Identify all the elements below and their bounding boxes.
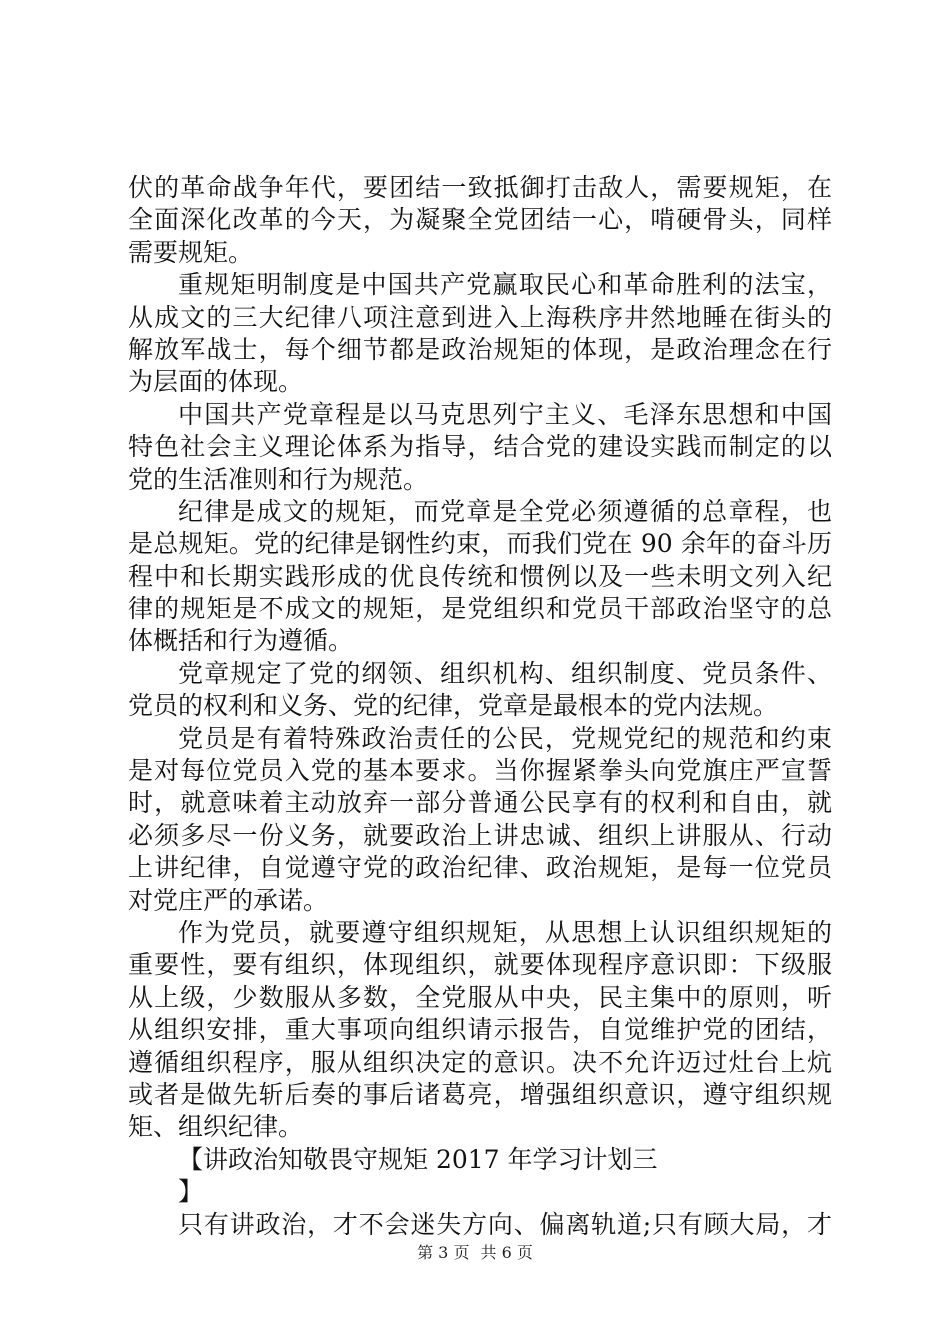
text-line: 纪律是成文的规矩，而党章是全党必须遵循的总章程，也: [178, 496, 832, 526]
text-line: 时，就意味着主动放弃一部分普通公民享有的权利和自由，就: [128, 788, 832, 818]
document-body: [128, 172, 832, 1241]
text-line: 需要规矩。: [128, 237, 254, 267]
text-line: 中国共产党章程是以马克思列宁主义、毛泽东思想和中国: [178, 399, 832, 429]
text-line: 上讲纪律，自觉遵守党的政治纪律、政治规矩，是每一位党员: [128, 853, 832, 883]
text-line: 党的生活准则和行为规范。: [128, 464, 429, 494]
text-line: 伏的革命战争年代，要团结一致抵御打击敌人，需要规矩，在: [128, 173, 832, 202]
text-line: 作为党员，就要遵守组织规矩，从思想上认识组织规矩的: [178, 917, 832, 947]
text-line: 重规矩明制度是中国共产党赢取民心和革命胜利的法宝，: [178, 270, 832, 300]
text-line: 为层面的体现。: [128, 367, 304, 397]
text-line: 从上级，少数服从多数，全党服从中央，民主集中的原则，听: [128, 982, 832, 1012]
text-line: 律的规矩是不成文的规矩，是党组织和党员干部政治坚守的总: [128, 594, 832, 624]
text-line: 遵循组织程序，服从组织决定的意识。决不允许迈过灶台上炕: [128, 1047, 832, 1077]
text-line: 矩、组织纪律。: [128, 1112, 304, 1142]
text-line: 必须多尽一份义务，就要政治上讲忠诚、组织上讲服从、行动: [128, 820, 832, 850]
text-line: 是对每位党员入党的基本要求。当你握紧拳头向党旗庄严宣誓: [128, 756, 832, 786]
text-line: 全面深化改革的今天，为凝聚全党团结一心，啃硬骨头，同样: [128, 205, 832, 235]
text-line: 或者是做先斩后奏的事后诸葛亮，增强组织意识，遵守组织规: [128, 1079, 832, 1109]
text-line: 【讲政治知敬畏守规矩 2017 年学习计划三: [178, 1144, 658, 1174]
text-line: 党章规定了党的纲领、组织机构、组织制度、党员条件、: [178, 658, 832, 688]
page-number: 第 3 页: [417, 1243, 470, 1262]
text-line: 党员的权利和义务、党的纪律，党章是最根本的党内法规。: [128, 691, 779, 721]
text-line: 从组织安排，重大事项向组织请示报告，自觉维护党的团结，: [128, 1015, 832, 1045]
text-line: 从成文的三大纪律八项注意到进入上海秩序井然地睡在街头的: [128, 302, 832, 332]
page-total: 共 6 页: [480, 1243, 533, 1262]
text-line: 体概括和行为遵循。: [128, 626, 354, 656]
text-line: 解放军战士，每个细节都是政治规矩的体现，是政治理念在行: [128, 334, 832, 364]
text-line: 重要性，要有组织，体现组织，就要体现程序意识即：下级服: [128, 950, 832, 980]
text-line: 只有讲政治，才不会迷失方向、偏离轨道;只有顾大局，才: [178, 1209, 832, 1239]
text-line: 对党庄严的承诺。: [128, 885, 329, 915]
page-footer: [0, 1240, 950, 1263]
text-line: 党员是有着特殊政治责任的公民，党规党纪的规范和约束: [178, 723, 832, 753]
text-line: 】: [178, 1177, 204, 1207]
text-line: 特色社会主义理论体系为指导，结合党的建设实践而制定的以: [128, 432, 832, 462]
text-line: 是总规矩。党的纪律是钢性约束，而我们党在 90 余年的奋斗历: [128, 529, 832, 559]
text-line: 程中和长期实践形成的优良传统和惯例以及一些未明文列入纪: [128, 561, 832, 591]
